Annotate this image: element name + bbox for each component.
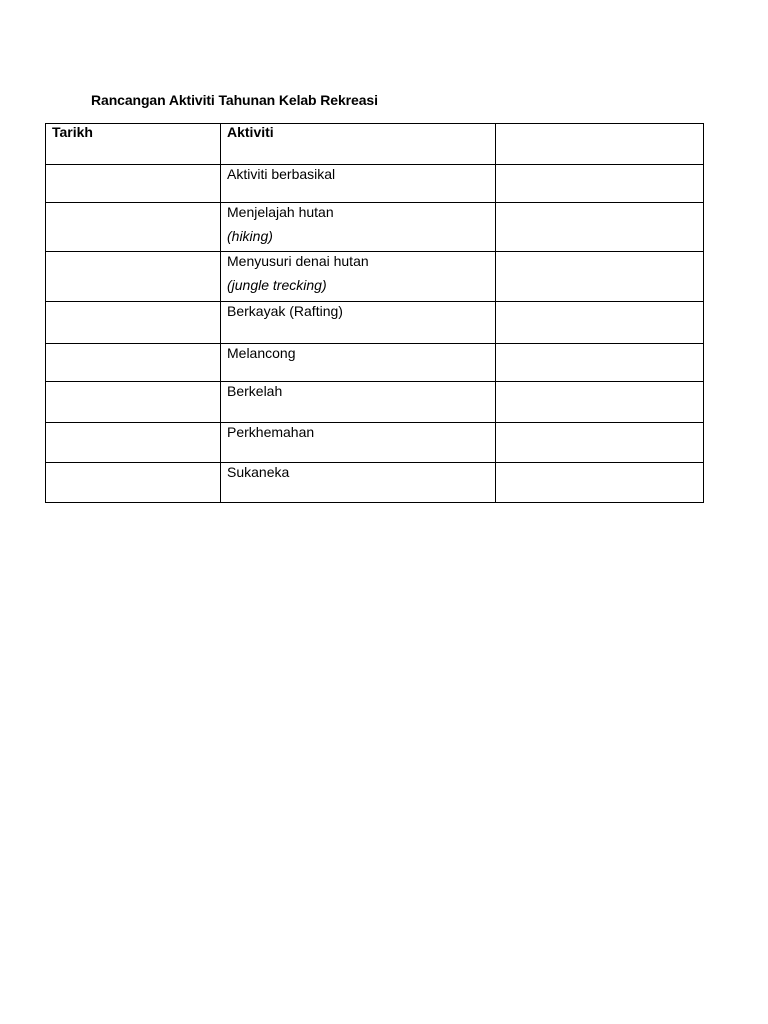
- activity-name: Aktiviti berbasikal: [227, 166, 336, 182]
- extra-cell[interactable]: [496, 302, 704, 344]
- date-cell[interactable]: [46, 463, 221, 503]
- extra-cell[interactable]: [496, 463, 704, 503]
- table-header-row: [46, 124, 704, 165]
- activity-cell: [221, 463, 496, 503]
- date-cell[interactable]: [46, 302, 221, 344]
- activity-cell: [221, 252, 496, 302]
- date-cell[interactable]: [46, 423, 221, 463]
- activity-name: Menjelajah hutan: [227, 204, 334, 220]
- extra-cell[interactable]: [496, 382, 704, 423]
- activity-note: (jungle trecking): [227, 277, 327, 293]
- activity-cell: [221, 382, 496, 423]
- header-activity: Aktiviti: [221, 124, 496, 165]
- extra-cell[interactable]: [496, 423, 704, 463]
- activity-cell: [221, 302, 496, 344]
- date-cell[interactable]: [46, 344, 221, 382]
- table-row: [46, 463, 704, 503]
- table-row: [46, 344, 704, 382]
- activity-cell: [221, 165, 496, 203]
- activity-cell: [221, 344, 496, 382]
- activity-cell: [221, 423, 496, 463]
- date-cell[interactable]: [46, 165, 221, 203]
- table-row: [46, 165, 704, 203]
- date-cell[interactable]: [46, 382, 221, 423]
- extra-cell[interactable]: [496, 344, 704, 382]
- table-row: [46, 302, 704, 344]
- activity-name: Menyusuri denai hutan: [227, 253, 369, 269]
- activity-cell: [221, 203, 496, 252]
- activity-name: Perkhemahan: [227, 424, 315, 440]
- extra-cell[interactable]: [496, 252, 704, 302]
- activity-name: Berkayak (Rafting): [227, 303, 343, 319]
- activity-name: Sukaneka: [227, 464, 290, 480]
- document-title: Rancangan Aktiviti Tahunan Kelab Rekreasi: [91, 92, 378, 108]
- date-cell[interactable]: [46, 252, 221, 302]
- extra-cell[interactable]: [496, 203, 704, 252]
- date-cell[interactable]: [46, 203, 221, 252]
- activity-name: Berkelah: [227, 383, 283, 399]
- extra-cell[interactable]: [496, 165, 704, 203]
- activity-name: Melancong: [227, 345, 296, 361]
- activity-note: (hiking): [227, 228, 273, 244]
- table-row: [46, 423, 704, 463]
- header-blank: [496, 124, 704, 165]
- activity-plan-table: [45, 123, 704, 503]
- table-row: [46, 203, 704, 252]
- table-row: [46, 382, 704, 423]
- table-row: [46, 252, 704, 302]
- header-date: Tarikh: [46, 124, 221, 165]
